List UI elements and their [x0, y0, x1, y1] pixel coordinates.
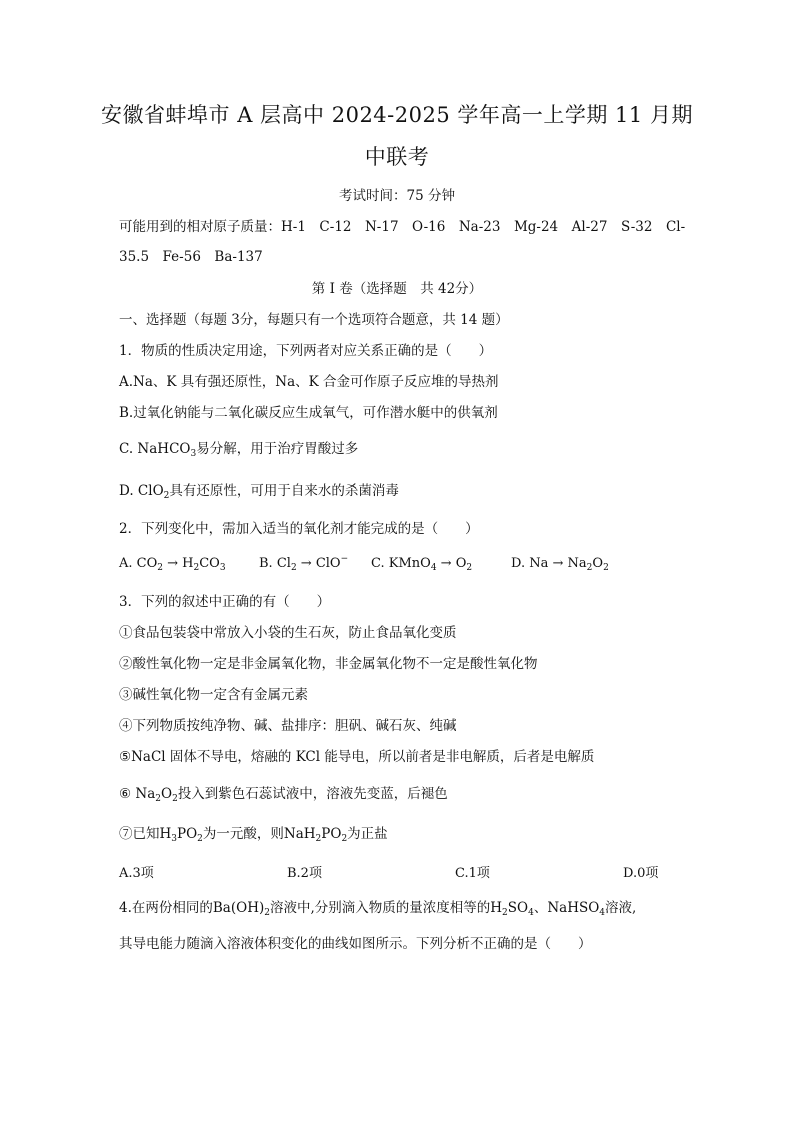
atomic-mass-line1: 可能用到的相对原子质量：H-1 C-12 N-17 O-16 Na-23 Mg-24 Al-27 S-32 Cl- — [119, 219, 686, 235]
question-1-option-c: C. NaHCO$_3$易分解，用于治疗胃酸过多 — [119, 441, 359, 459]
question-3-statement-6: ⑥ $Na_2O_2$投入到紫色石蕊试液中，溶液先变蓝，后褪色 — [119, 786, 448, 804]
question-3-option-d: D.0项 — [623, 866, 659, 881]
question-3-statement-2: ②酸性氧化物一定是非金属氧化物，非金属氧化物不一定是酸性氧化物 — [119, 656, 538, 672]
exam-title-line2: 中联考 — [364, 145, 430, 169]
question-3-statement-1: ①食品包装袋中常放入小袋的生石灰，防止食品氧化变质 — [119, 625, 457, 641]
question-1-option-d: D. ClO$_2$具有还原性，可用于自来水的杀菌消毒 — [119, 483, 399, 501]
exam-time: 考试时间：75 分钟 — [339, 188, 455, 204]
question-1-option-b: B.过氧化钠能与二氧化碳反应生成氧气，可作潜水艇中的供氧剂 — [119, 405, 498, 421]
question-3-option-c: C.1项 — [455, 866, 490, 881]
question-3-statement-5: ⑤NaCl 固体不导电，熔融的 KCl 能导电，所以前者是非电解质，后者是电解质 — [119, 749, 595, 765]
atomic-mass-line2: 35.5 Fe-56 Ba-137 — [119, 249, 263, 265]
question-4-line2: 其导电能力随滴入溶液体积变化的曲线如图所示。下列分析不正确的是（ ） — [119, 936, 592, 952]
question-3-statement-3: ③碱性氧化物一定含有金属元素 — [119, 687, 308, 703]
question-3-options — [119, 862, 679, 882]
question-2-option-a: A. $CO_2 \to H_2CO_3$ — [119, 556, 226, 573]
question-2-stem: 2．下列变化中，需加入适当的氧化剂才能完成的是（ ） — [119, 521, 479, 537]
question-2-option-b: B. $Cl_2 \to ClO^-$ — [259, 554, 349, 573]
question-2-option-d: D. $Na \to Na_2O_2$ — [511, 556, 609, 573]
question-3-statement-4: ④下列物质按纯净物、碱、盐排序：胆矾、碱石灰、纯碱 — [119, 718, 457, 734]
question-3-stem: 3．下列的叙述中正确的有（ ） — [119, 594, 331, 610]
question-3-option-a: A.3项 — [119, 866, 154, 881]
question-1-stem: 1．物质的性质决定用途，下列两者对应关系正确的是（ ） — [119, 343, 493, 359]
question-4-line1: 4.在两份相同的$Ba(OH)_2$溶液中,分别滴入物质的量浓度相等的$H_2SO_4$、NaHSO$_4$溶液, — [119, 900, 637, 918]
exam-title-line1: 安徽省蚌埠市 A 层高中 2024-2025 学年高一上学期 11 月期 — [101, 103, 693, 127]
volume-title: 第 I 卷（选择题 共 42分） — [311, 281, 483, 297]
section-heading: 一、选择题（每题 3分，每题只有一个选项符合题意，共 14 题） — [119, 312, 509, 328]
question-2-option-c: C. KMnO$_4$ → $O_2$ — [371, 556, 473, 573]
question-3-option-b: B.2项 — [287, 866, 322, 881]
question-1-option-a: A.Na、K 具有强还原性，Na、K 合金可作原子反应堆的导热剂 — [119, 374, 499, 390]
question-3-statement-7: ⑦已知$H_3PO_2$为一元酸，则$NaH_2PO_2$为正盐 — [119, 826, 388, 844]
question-2-options — [119, 556, 679, 576]
